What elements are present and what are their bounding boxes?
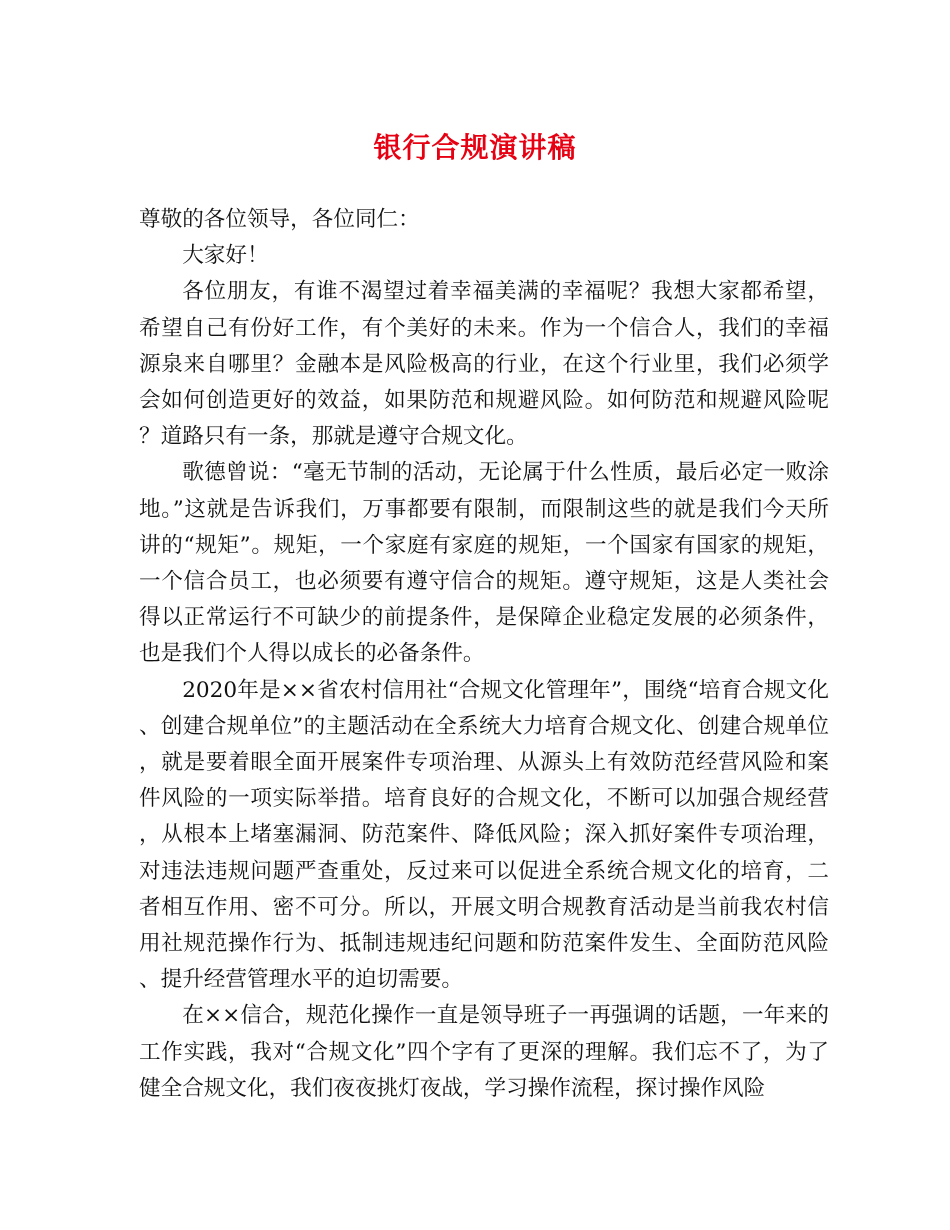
paragraph-2: 歌德曾说：“毫无节制的活动，无论属于什么性质，最后必定一败涂地。”这就是告诉我们，万事都要有限制，而限制这些的就是我们今天所讲的“规矩”。规矩，一个家庭有家庭的规矩，一个国家有国家的规矩，一个信合员工，也必须要有遵守信合的规矩。遵守规矩，这是人类社会得以正常运行不可缺少的前提条件，是保障企业稳定发展的必须条件，也是我们个人得以成长的必备条件。: [139, 460, 829, 667]
paragraph-3: 2020年是××省农村信用社“合规文化管理年”，围绕“培育合规文化、创建合规单位”的主题活动在全系统大力培育合规文化、创建合规单位，就是要着眼全面开展案件专项治理、从源头上有效防范经营风险和案件风险的一项实际举措。培育良好的合规文化，不断可以加强合规经营，从根本上堵塞漏洞、防范案件、降低风险；深入抓好案件专项治理，对违法违规问题严查重处，反过来可以促进全系统合规文化的培育，二者相互作用、密不可分。所以，开展文明合规教育活动是当前我农村信用社规范操作行为、抵制违规违纪问题和防范案件发生、全面防范风险、提升经营管理水平的迫切需要。: [139, 677, 829, 993]
paragraph-greeting: 大家好！: [182, 243, 269, 269]
salutation: 尊敬的各位领导，各位同仁：: [139, 207, 420, 232]
document-title: 银行合规演讲稿: [373, 131, 577, 164]
paragraph-4: 在××信合，规范化操作一直是领导班子一再强调的话题，一年来的工作实践，我对“合规文化”四个字有了更深的理解。我们忘不了，为了健全合规文化，我们夜夜挑灯夜战，学习操作流程，探讨操作风险: [139, 1003, 829, 1101]
paragraph-1: 各位朋友，有谁不渴望过着幸福美满的幸福呢？我想大家都希望，希望自己有份好工作，有个美好的未来。作为一个信合人，我们的幸福源泉来自哪里？金融本是风险极高的行业，在这个行业里，我们必须学会如何创造更好的效益，如果防范和规避风险。如何防范和规避风险呢？道路只有一条，那就是遵守合规文化。: [139, 279, 829, 450]
document-body: [139, 202, 829, 1107]
